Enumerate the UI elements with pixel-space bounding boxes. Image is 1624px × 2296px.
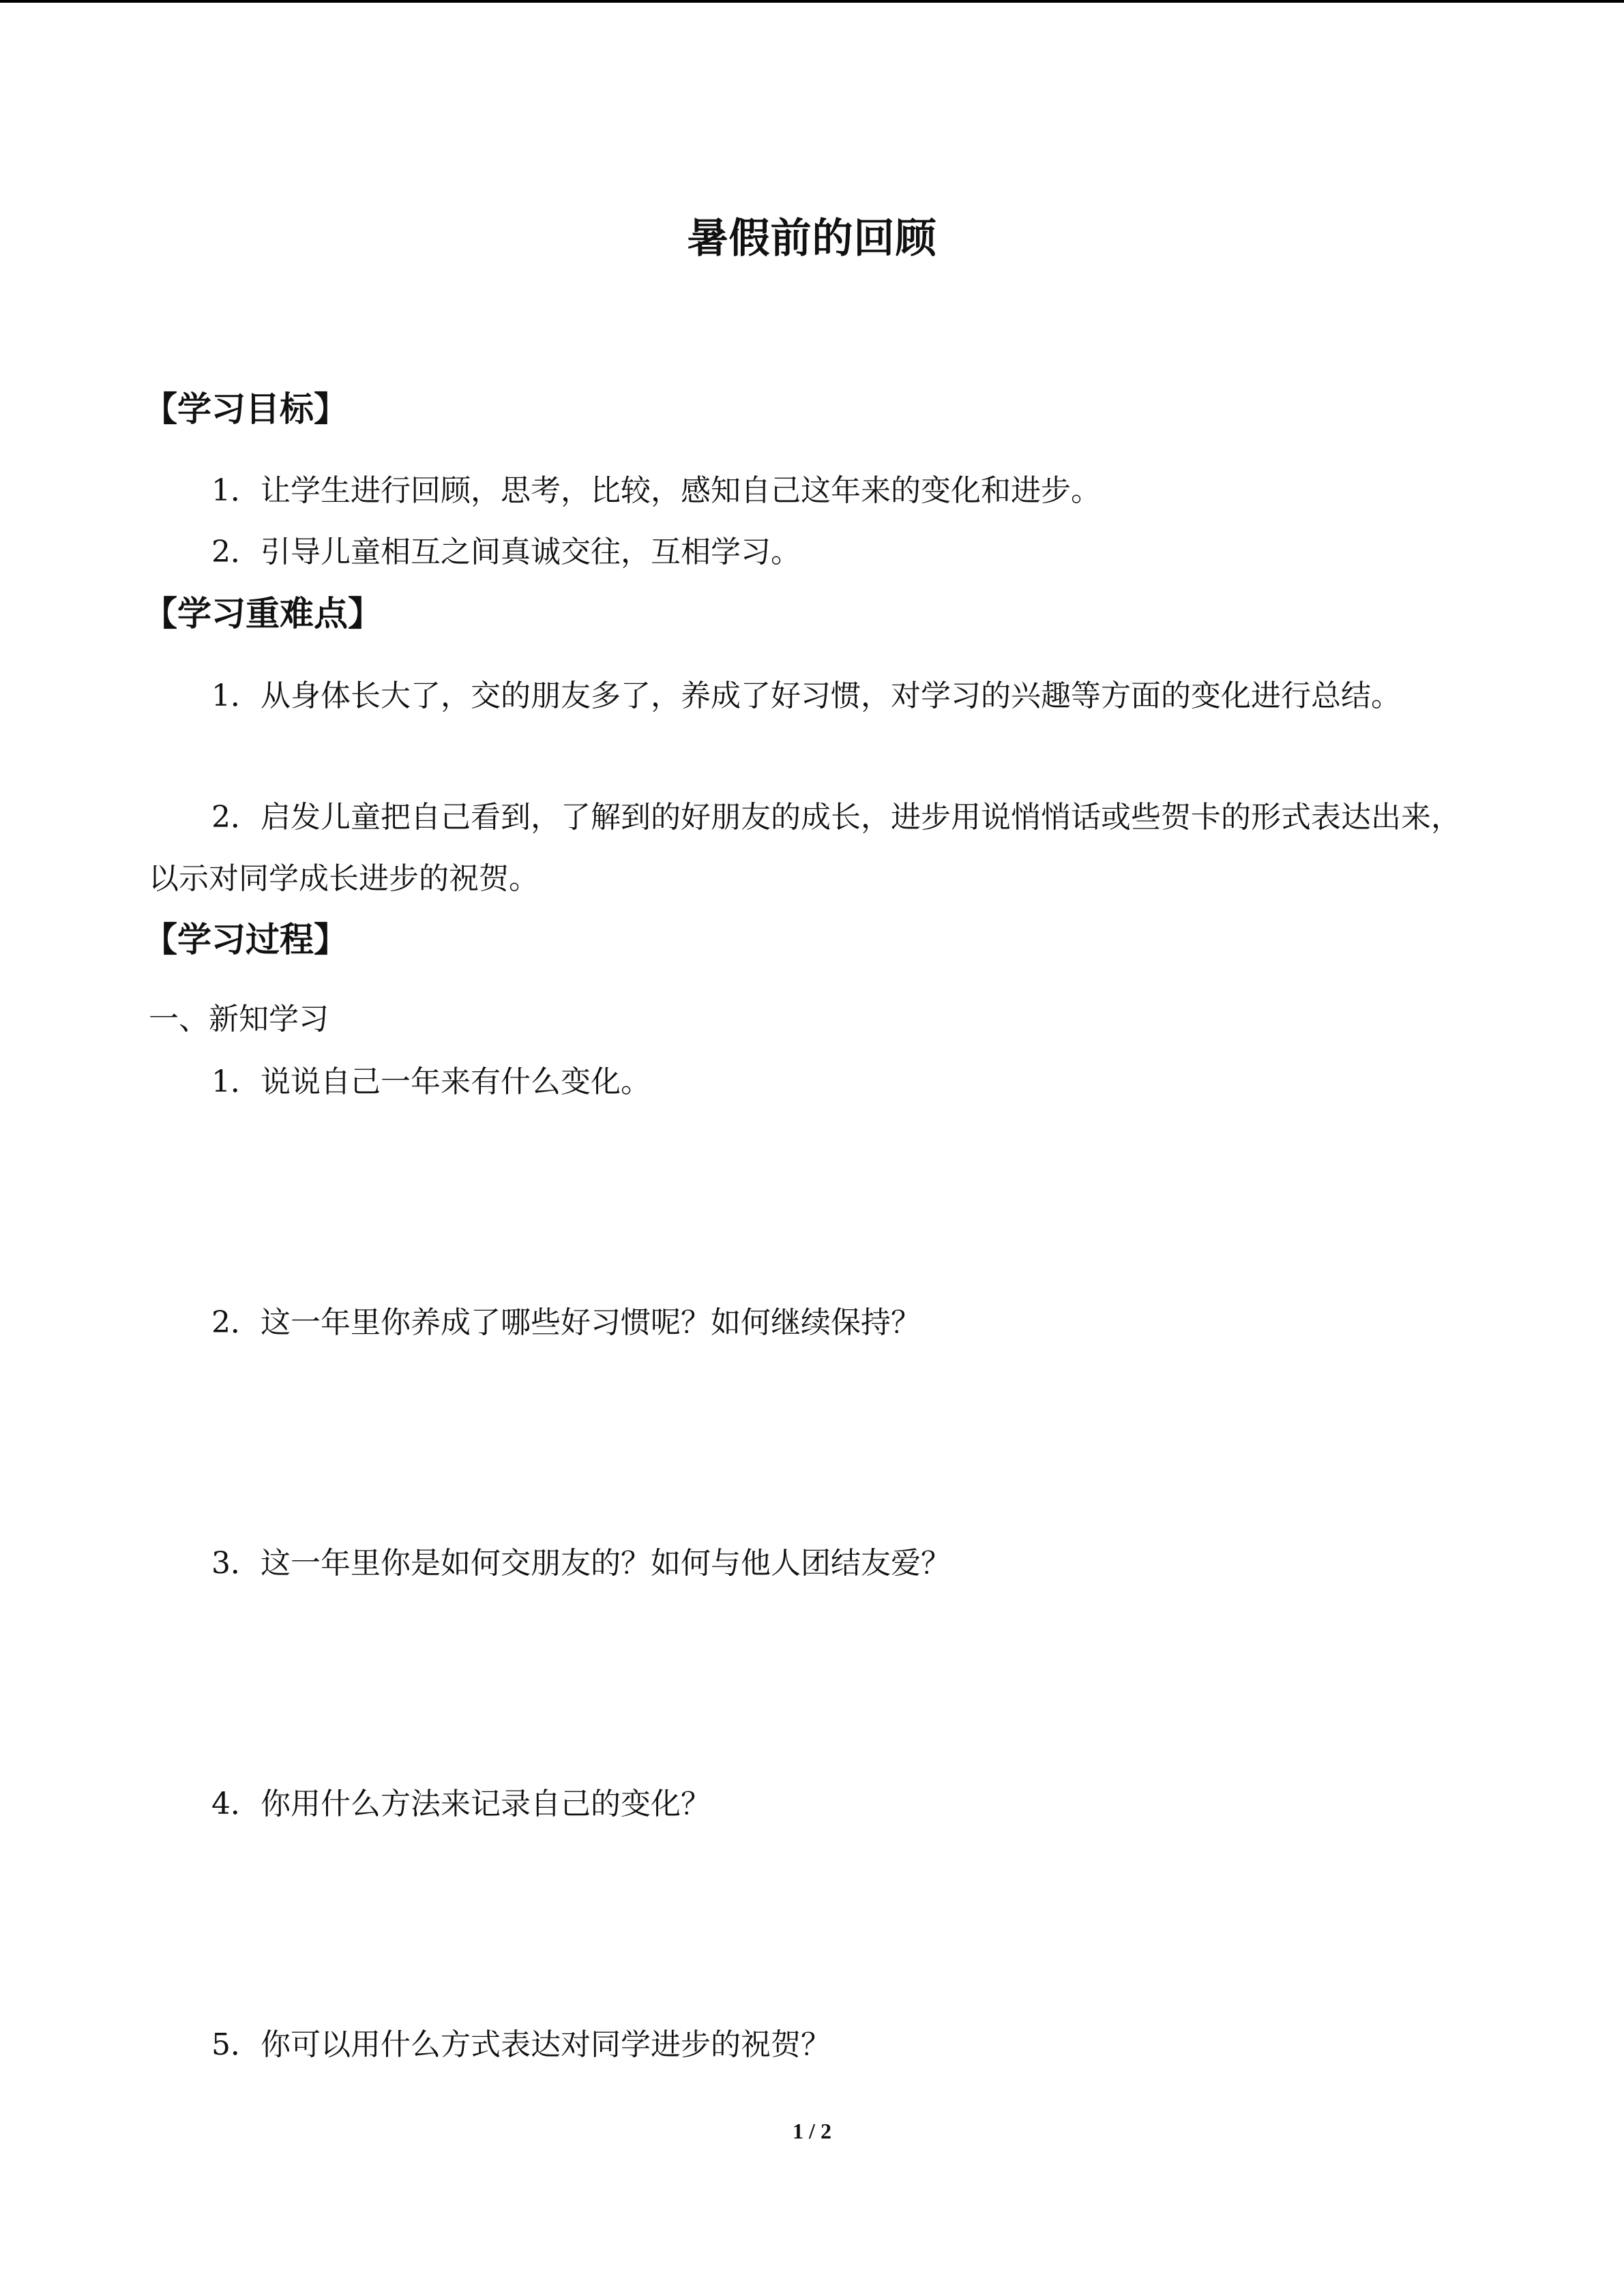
subheading-new-knowledge: 一、新知学习 bbox=[149, 1002, 329, 1037]
heading-key-points: 【学习重难点】 bbox=[143, 594, 382, 633]
question-2: 2．这一年里你养成了哪些好习惯呢？如何继续保持？ bbox=[211, 1305, 921, 1340]
question-1: 1．说说自己一年来有什么变化。 bbox=[211, 1064, 651, 1099]
question-4: 4．你用什么方法来记录自己的变化？ bbox=[211, 1787, 711, 1821]
goal-item-1: 1．让学生进行回顾，思考，比较，感知自己这年来的变化和进步。 bbox=[211, 473, 1101, 508]
page-title: 暑假前的回顾 bbox=[687, 215, 937, 263]
question-5: 5．你可以用什么方式表达对同学进步的祝贺？ bbox=[211, 2027, 831, 2062]
question-3: 3．这一年里你是如何交朋友的？如何与他人团结友爱？ bbox=[211, 1546, 951, 1581]
page-number: 1 / 2 bbox=[793, 2119, 831, 2143]
goal-item-2: 2．引导儿童相互之间真诚交往，互相学习。 bbox=[211, 535, 801, 569]
key-point-item-1: 1．从身体长大了，交的朋友多了，养成了好习惯，对学习的兴趣等方面的变化进行总结。 bbox=[211, 679, 1401, 713]
heading-learning-goals: 【学习目标】 bbox=[143, 389, 348, 429]
key-point-item-2: 2．启发儿童把自己看到，了解到的好朋友的成长，进步用说悄悄话或些贺卡的形式表达出来，以示对同学成长进步的祝贺。 bbox=[149, 800, 1461, 896]
heading-learning-process: 【学习过程】 bbox=[143, 920, 348, 959]
